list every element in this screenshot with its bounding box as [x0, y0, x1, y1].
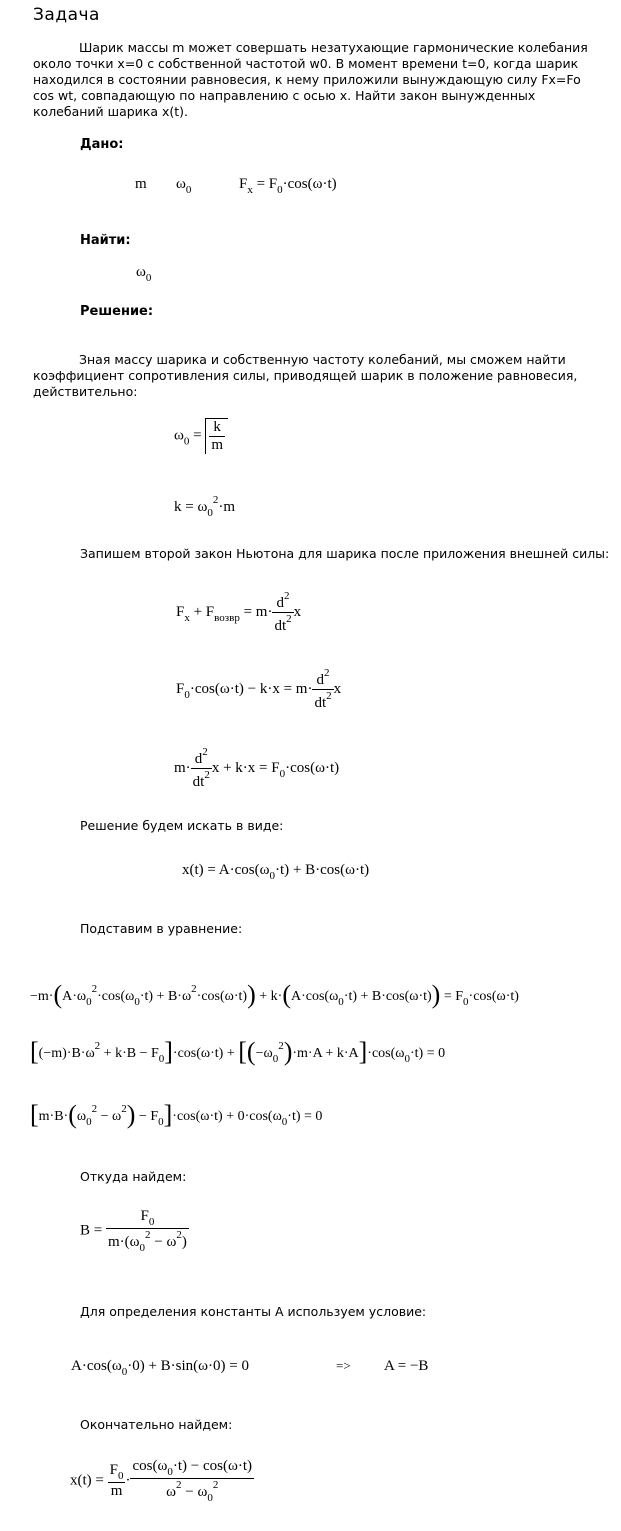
formula-final-answer: x(t) = $\frac{F_0}{m}$ · $\frac{\cos(\omega_0\cdot t) - \cos(\omega\cdot t)}{\omega^2 - \omega_0^2}$ — [70, 1458, 252, 1504]
formula-newton-1: $F_x + F_{возвр} = m\cdot$ $\frac{d^2}{dt^2}$ x — [176, 590, 302, 634]
formula-substitution-3: $[m\cdot B\cdot(\omega_0^2 - \omega^2) - F_0]\cdot\cos(\omega\cdot t) + 0\cdot\cos(\omega_0\cdot t) = 0$ — [30, 1100, 323, 1129]
final-paragraph: Окончательно найдем: — [80, 1417, 233, 1432]
subst-paragraph: Подставим в уравнение: — [80, 921, 243, 936]
formula-A: A = −B — [384, 1358, 429, 1374]
given-mass: m — [135, 176, 147, 192]
const-paragraph: Для определения константы A используем условие: — [80, 1304, 427, 1319]
formula-substitution-1: $-m\cdot(A\cdot\omega_0^2\cdot\cos(\omega_0\cdot t) + B\cdot\omega^2\cdot\cos(\omega\cdot t)) + k\cdot(A\cdot\cos(\omega_0\cdot t) + B\cdot\cos(\omega\cdot t)) = F_0\cdot\cos(\omega\cdot t)$ — [30, 980, 519, 1009]
whence-paragraph: Откуда найдем: — [80, 1169, 187, 1184]
find-quantity: $\omega_0$ — [136, 264, 152, 284]
find-heading: Найти: — [80, 233, 131, 248]
solution-heading: Решение: — [80, 304, 154, 319]
formula-k: $k = \omega_0^2\cdot m$ — [174, 494, 236, 519]
formula-newton-2: $F_0\cdot\cos(\omega\cdot t) - k\cdot x = m\cdot$ $\frac{d^2}{dt^2}$ x — [176, 667, 342, 711]
problem-statement: Шарик массы m может совершать незатухающие гармонические колебания около точки x=0 с собственной частотой w0. В момент времени t=0, когда шарик находился в состоянии равновесия, к нему приложили вынуждающую силу Fx=Fo cos wt, совпадающую по направлению с осью x. Найти закон вынужденных колебаний шарика x(t). — [33, 40, 588, 119]
formula-solution-form: $x(t) = A\cdot\cos(\omega_0\cdot t) + B\cdot\cos(\omega\cdot t)$ — [182, 862, 370, 882]
formula-B: B = $\frac{F_0}{m\cdot(\omega_0^2 - \omega^2)}$ — [80, 1208, 187, 1254]
given-force-formula: $F_x = F_0\cdot\cos(\omega\cdot t)$ — [239, 176, 337, 196]
form-paragraph: Решение будем искать в виде: — [80, 818, 284, 833]
formula-initial-condition: $A\cdot\cos(\omega_0\cdot 0) + B\cdot\sin(\omega\cdot 0) = 0$ — [71, 1358, 249, 1378]
intro-paragraph: Зная массу шарика и собственную частоту колебаний, мы сможем найти коэффициент сопротивления силы, приводящей шарик в положение равновесия, действительно: — [33, 352, 578, 399]
page-title: Задача — [33, 5, 100, 25]
formula-omega0-sqrt: $\omega_0$ = $\frac{k}{m}$ — [174, 418, 228, 454]
implies-arrow: => — [336, 1358, 351, 1373]
given-omega0: $\omega_0$ — [176, 176, 192, 196]
given-heading: Дано: — [80, 137, 124, 152]
formula-substitution-2: $[(-m)\cdot B\cdot\omega^2 + k\cdot B - F_0]\cdot\cos(\omega\cdot t) + [(-\omega_0^2)\cdot m\cdot A + k\cdot A]\cdot\cos(\omega_0\cdot t) = 0$ — [30, 1037, 446, 1066]
newton-paragraph: Запишем второй закон Ньютона для шарика после приложения внешней силы: — [80, 546, 610, 561]
formula-newton-3: m· $\frac{d^2}{dt^2}$ $x + k\cdot x = F_0\cdot\cos(\omega\cdot t)$ — [174, 746, 340, 790]
